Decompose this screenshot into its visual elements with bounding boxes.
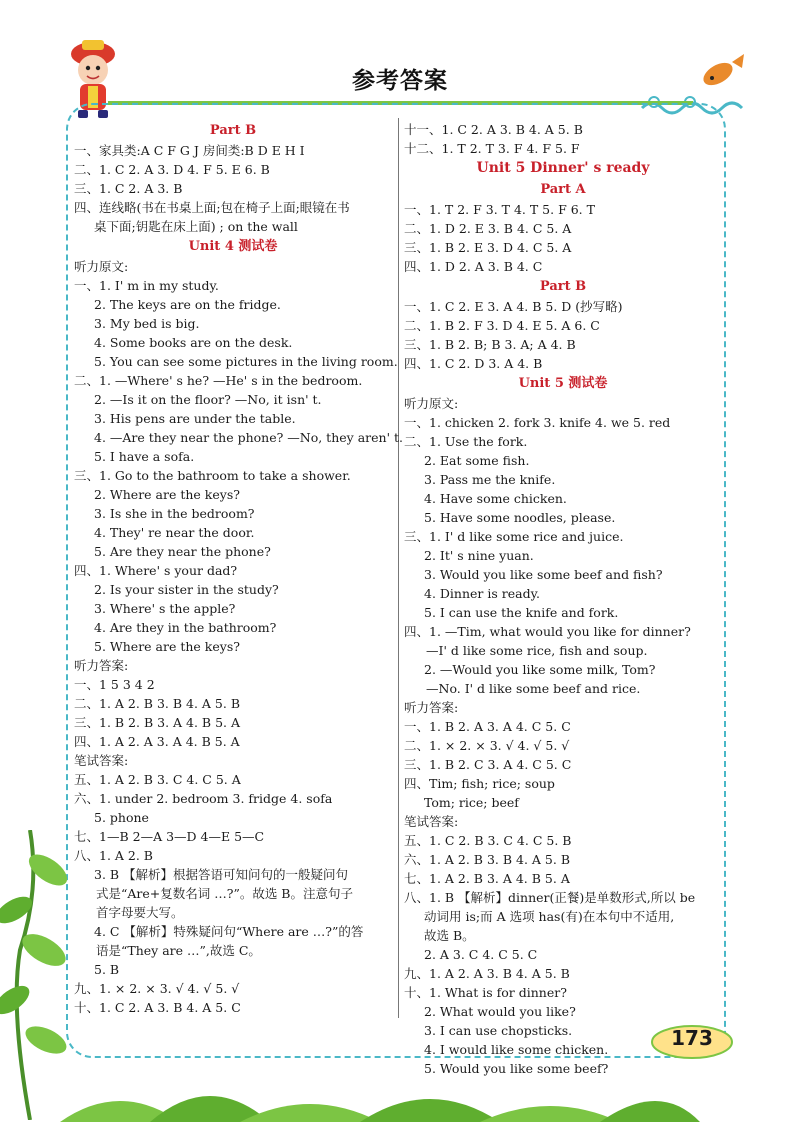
section-heading: Unit 4 测试卷	[188, 239, 278, 254]
answer-line: 三、1. I' d like some rice and juice.	[404, 529, 624, 544]
answer-line: 三、1. Go to the bathroom to take a shower.	[74, 468, 351, 483]
answer-line: 4. Dinner is ready.	[424, 586, 540, 601]
answer-line: 一、家具类:A C F G J 房间类:B D E H I	[74, 143, 305, 158]
answer-line: 4. Are they in the bathroom?	[94, 620, 277, 635]
answer-line: 一、1. T 2. F 3. T 4. T 5. F 6. T	[404, 202, 595, 217]
answer-line: 4. I would like some chicken.	[424, 1042, 609, 1057]
answer-line: 一、1. I' m in my study.	[74, 278, 219, 293]
answer-line: 三、1. C 2. A 3. B	[74, 181, 183, 196]
section-heading: Part B	[539, 279, 587, 294]
answer-line: 三、1. B 2. E 3. D 4. C 5. A	[404, 240, 572, 255]
answer-line: 4. C 【解析】特殊疑问句“Where are …?”的答	[94, 924, 364, 939]
answer-line: —I' d like some rice, fish and soup.	[426, 643, 648, 658]
answer-line: 3. Pass me the knife.	[424, 472, 556, 487]
answer-line: 九、1. A 2. A 3. B 4. A 5. B	[404, 966, 570, 981]
answer-line: 首字母要大写。	[96, 905, 184, 920]
answer-line: 语是“They are …”,故选 C。	[96, 943, 261, 958]
column-divider	[398, 118, 399, 1018]
answer-line: 5. I can use the knife and fork.	[424, 605, 619, 620]
answer-line: 三、1. B 2. B; B 3. A; A 4. B	[404, 337, 576, 352]
answer-line: 笔试答案:	[404, 814, 459, 829]
answer-line: 二、1. Use the fork.	[404, 434, 528, 449]
answer-line: 2. A 3. C 4. C 5. C	[424, 947, 538, 962]
page-number: 173	[671, 1026, 713, 1050]
answer-line: 3. Would you like some beef and fish?	[424, 567, 663, 582]
answer-line: 4. —Are they near the phone? —No, they aren' t.	[94, 430, 403, 445]
answer-line: 故选 B。	[424, 928, 475, 943]
answer-line: 一、1 5 3 4 2	[74, 677, 155, 692]
answer-line: 5. Would you like some beef?	[424, 1061, 609, 1076]
answer-line: 六、1. under 2. bedroom 3. fridge 4. sofa	[74, 791, 333, 806]
answer-line: 笔试答案:	[74, 753, 129, 768]
left-column	[74, 120, 403, 1017]
answer-line: 2. Eat some fish.	[424, 453, 530, 468]
answer-line: 3. My bed is big.	[94, 316, 200, 331]
answer-line: 二、1. D 2. E 3. B 4. C 5. A	[404, 221, 572, 236]
answer-line: 三、1. B 2. B 3. A 4. B 5. A	[74, 715, 241, 730]
answer-line: 一、1. C 2. E 3. A 4. B 5. D (抄写略)	[404, 299, 623, 314]
answer-line: 五、1. C 2. B 3. C 4. C 5. B	[404, 833, 572, 848]
answer-line: 4. They' re near the door.	[94, 525, 255, 540]
answer-line: 动词用 is;而 A 选项 has(有)在本句中不适用,	[424, 909, 675, 924]
section-heading: Part B	[209, 123, 257, 138]
answer-line: 2. —Would you like some milk, Tom?	[424, 662, 656, 677]
section-heading: Part A	[540, 182, 586, 197]
answer-line: 桌下面;钥匙在床上面) ; on the wall	[94, 219, 298, 234]
answer-line: 3. Is she in the bedroom?	[94, 506, 255, 521]
grass-decoration	[60, 1010, 700, 1122]
answer-line: 三、1. B 2. C 3. A 4. C 5. C	[404, 757, 572, 772]
answer-line: 九、1. × 2. × 3. √ 4. √ 5. √	[74, 981, 240, 996]
right-column	[404, 120, 722, 1078]
answer-line: 2. —Is it on the floor? —No, it isn' t.	[94, 392, 322, 407]
answer-line: Tom; rice; beef	[424, 795, 519, 810]
answer-line: 听力答案:	[404, 700, 459, 715]
answer-line: 四、1. —Tim, what would you like for dinner?	[404, 624, 691, 639]
answer-line: 二、1. A 2. B 3. B 4. A 5. B	[74, 696, 241, 711]
answer-line: 二、1. × 2. × 3. √ 4. √ 5. √	[404, 738, 570, 753]
answer-line: 2. The keys are on the fridge.	[94, 297, 281, 312]
answer-line: 四、连线略(书在书桌上面;包在椅子上面;眼镜在书	[74, 200, 350, 215]
answer-line: 八、1. A 2. B	[74, 848, 153, 863]
answer-line: 式是“Are+复数名词 …?”。故选 B。注意句子	[96, 886, 353, 901]
answer-line: 5. Are they near the phone?	[94, 544, 271, 559]
answer-line: 二、1. C 2. A 3. D 4. F 5. E 6. B	[74, 162, 270, 177]
answer-line: 七、1—B 2—A 3—D 4—E 5—C	[74, 829, 265, 844]
answer-line: 听力原文:	[74, 259, 129, 274]
answer-line: 二、1. B 2. F 3. D 4. E 5. A 6. C	[404, 318, 600, 333]
answer-line: 四、1. A 2. A 3. A 4. B 5. A	[74, 734, 240, 749]
section-heading: Unit 5 测试卷	[518, 376, 608, 391]
answer-line: 2. It' s nine yuan.	[424, 548, 534, 563]
unit-heading: Unit 5 Dinner' s ready	[476, 160, 650, 176]
answer-line: 听力原文:	[404, 396, 459, 411]
answer-line: 六、1. A 2. B 3. B 4. A 5. B	[404, 852, 571, 867]
answer-line: 十二、1. T 2. T 3. F 4. F 5. F	[404, 141, 580, 156]
answer-line: 3. Where' s the apple?	[94, 601, 236, 616]
answer-line: 2. Is your sister in the study?	[94, 582, 279, 597]
answer-line: 4. Have some chicken.	[424, 491, 567, 506]
answer-line: 5. Have some noodles, please.	[424, 510, 616, 525]
answer-line: 5. phone	[94, 810, 149, 825]
answer-line: 八、1. B 【解析】dinner(正餐)是单数形式,所以 be	[404, 890, 696, 905]
answer-line: 4. Some books are on the desk.	[94, 335, 293, 350]
answer-line: —No. I' d like some beef and rice.	[426, 681, 641, 696]
answer-line: 5. I have a sofa.	[94, 449, 195, 464]
answer-line: 七、1. A 2. B 3. A 4. B 5. A	[404, 871, 570, 886]
answer-line: 2. What would you like?	[424, 1004, 576, 1019]
answer-line: 2. Where are the keys?	[94, 487, 240, 502]
answer-line: 四、1. Where' s your dad?	[74, 563, 238, 578]
answer-line: 5. B	[94, 962, 120, 977]
answer-line: 十、1. C 2. A 3. B 4. A 5. C	[74, 1000, 241, 1015]
answer-line: 5. Where are the keys?	[94, 639, 240, 654]
answer-line: 一、1. chicken 2. fork 3. knife 4. we 5. red	[404, 415, 671, 430]
answer-line: 十、1. What is for dinner?	[404, 985, 567, 1000]
page-title: 参考答案	[352, 68, 448, 94]
answer-line: 五、1. A 2. B 3. C 4. C 5. A	[74, 772, 241, 787]
answer-line: 3. B 【解析】根据答语可知问句的一般疑问句	[94, 867, 349, 882]
answer-line: 5. You can see some pictures in the living room.	[94, 354, 398, 369]
answer-line: 十一、1. C 2. A 3. B 4. A 5. B	[404, 122, 583, 137]
answer-line: 四、Tim; fish; rice; soup	[404, 776, 555, 791]
answer-line: 3. His pens are under the table.	[94, 411, 296, 426]
answer-line: 一、1. B 2. A 3. A 4. C 5. C	[404, 719, 571, 734]
answer-line: 二、1. —Where' s he? —He' s in the bedroom.	[74, 373, 363, 388]
answer-line: 听力答案:	[74, 658, 129, 673]
answer-line: 3. I can use chopsticks.	[424, 1023, 573, 1038]
answer-line: 四、1. C 2. D 3. A 4. B	[404, 356, 543, 371]
answer-line: 四、1. D 2. A 3. B 4. C	[404, 259, 543, 274]
